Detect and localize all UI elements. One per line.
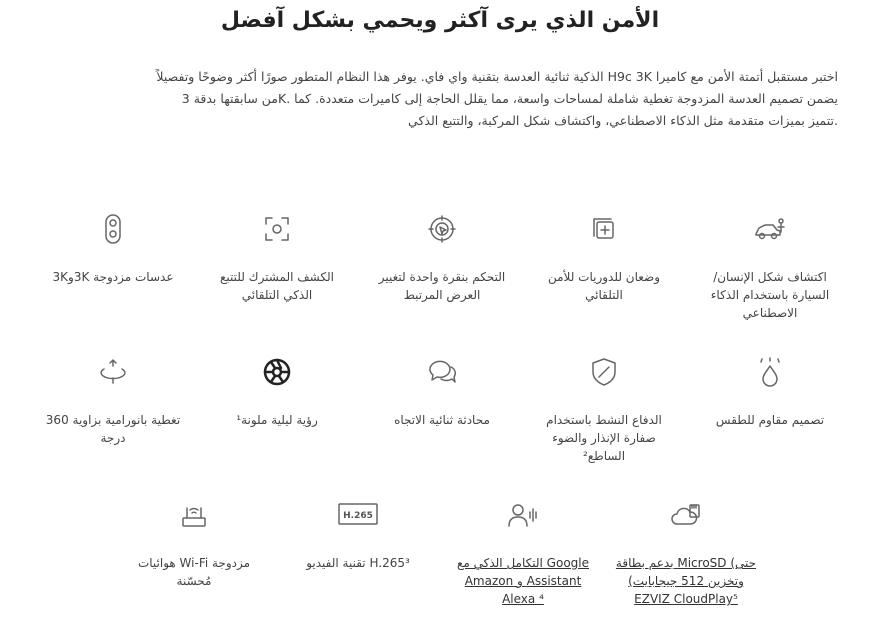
feature-joint-tracking <box>197 212 357 304</box>
feature-patrol <box>524 212 684 304</box>
shield-icon <box>587 355 621 389</box>
feature-two-way-talk <box>362 355 522 429</box>
target-tap-icon <box>425 212 459 246</box>
feature-link-smart-integration[interactable]: Google التكامل الذكي مع Assistant و Amazon Alexa ⁴ <box>457 556 589 606</box>
panorama-360-icon <box>96 355 130 389</box>
feature-label: محادثة ثنائية الاتجاه <box>394 413 490 427</box>
h265-badge-text: H.265 <box>343 511 373 521</box>
aperture-icon <box>260 355 294 389</box>
feature-label: وضعان للدوريات للأمن التلقائي <box>547 270 661 302</box>
car-person-icon <box>753 212 787 246</box>
feature-label: عدسات مزدوجة 3Kو3K <box>52 270 174 284</box>
feature-label: التحكم بنقرة واحدة لتغيير العرض المرتبط <box>378 270 506 302</box>
feature-wifi-antennas <box>114 498 274 590</box>
patrol-icon <box>587 212 621 246</box>
feature-ai-detection <box>690 212 850 322</box>
weather-drop-icon <box>753 355 787 389</box>
feature-storage[interactable] <box>606 498 766 608</box>
feature-label: مزدوجة Wi-Fi هوائيات مُحسّنة <box>137 556 251 588</box>
cloud-sd-icon <box>669 498 703 532</box>
feature-label: اكتشاف شكل الإنسان/ السيارة باستخدام الذكاء الاصطناعي <box>710 270 830 320</box>
feature-h265 <box>278 498 438 572</box>
chat-bubbles-icon <box>425 355 459 389</box>
page-title: الأمن الذي يرى آكثر ويحمي بشكل آفضل <box>220 8 660 33</box>
focus-frame-icon <box>260 212 294 246</box>
feature-active-defense <box>524 355 684 465</box>
voice-assistant-icon <box>506 498 540 532</box>
intro-line-1: اختبر مستقبل أتمتة الأمن مع كاميرا H9c 3K الذكية ثنائية العدسة بتقنية واي فاي. يوفر هذا النظام المتطور صورًا أكثر وضوحًا وتفصيلاً <box>156 69 838 84</box>
feature-panorama <box>33 355 193 447</box>
feature-smart-integration[interactable] <box>443 498 603 608</box>
feature-label: الكشف المشترك للتتبع الذكي التلقائي <box>219 270 335 302</box>
feature-color-night <box>197 355 357 429</box>
feature-label: الدفاع النشط باستخدام صفارة الإنذار والضوء الساطع² <box>546 413 662 463</box>
feature-one-tap <box>362 212 522 304</box>
dual-lens-icon <box>96 212 130 246</box>
h265-icon <box>336 498 380 532</box>
feature-label: H.265³ تقنية الفيديو <box>306 556 410 570</box>
feature-label: رؤية ليلية ملونة¹ <box>236 413 318 427</box>
feature-label: تغطية بانورامية بزاوية 360 درجة <box>45 413 181 445</box>
intro-line-3: .تتميز بميزات متقدمة مثل الذكاء الاصطناعي، واكتشاف شكل المركبة، والتتبع الذكي <box>408 113 838 128</box>
feature-link-storage[interactable]: حتى) MicroSD بدعم بطاقة وتخزين 512 جيجابايت) EZVIZ CloudPlay⁵ <box>615 556 757 606</box>
feature-label: تصميم مقاوم للطقس <box>715 413 825 427</box>
wifi-router-icon <box>177 498 211 532</box>
feature-weatherproof <box>690 355 850 429</box>
intro-line-2: يضمن تصميم العدسة المزدوجة تغطية شاملة لمساحات واسعة، مما يقلل الحاجة إلى كاميرات متعددة. كما .Kمن سابقتها بدقة 3 <box>181 91 838 106</box>
feature-dual-lens <box>33 212 193 286</box>
